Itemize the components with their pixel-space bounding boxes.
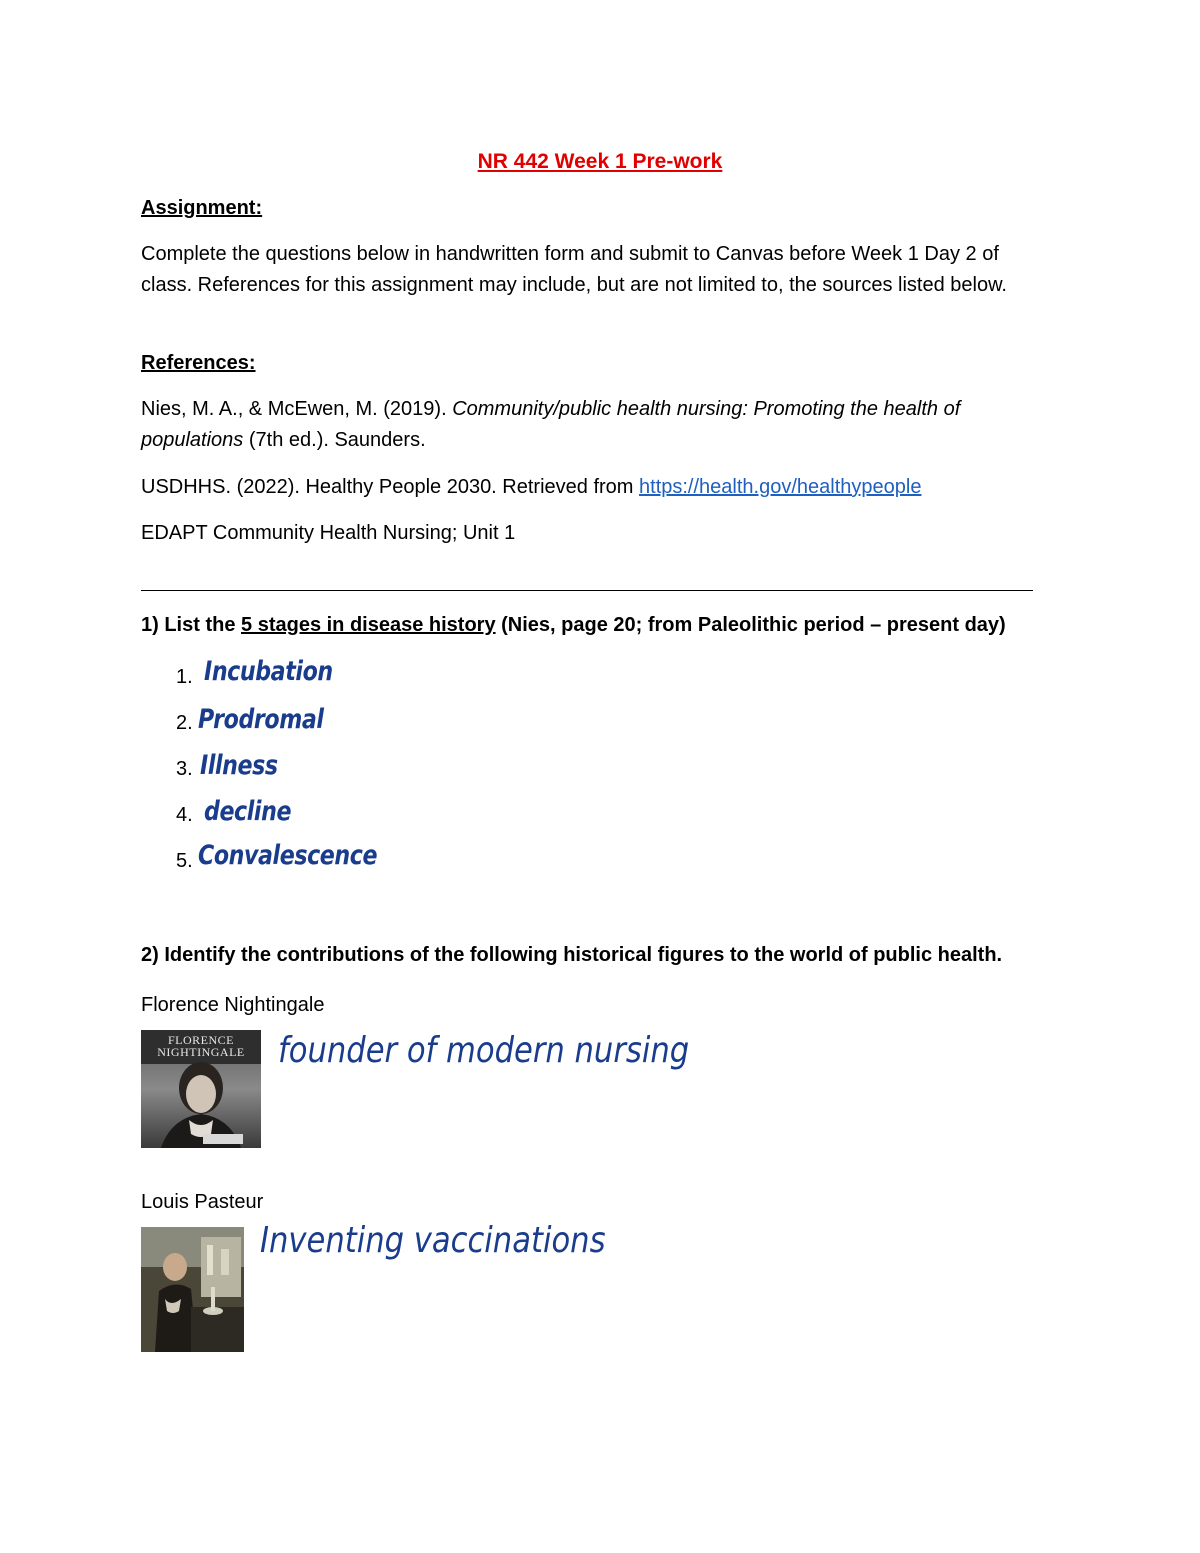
handwritten-answer-pasteur: Inventing vaccinations [260,1220,606,1261]
assignment-heading: Assignment: [141,197,263,219]
figure-name-nightingale: Florence Nightingale [141,994,325,1016]
reference-nies-title: Community/public health nursing: Promoting the health of populations [141,398,961,451]
list-number-2: 2. [176,712,193,734]
handwritten-answer-nightingale: founder of modern nursing [278,1030,690,1071]
healthy-people-link[interactable]: https://health.gov/healthypeople [639,476,922,498]
reference-usdhhs-text: USDHHS. (2022). Healthy People 2030. Retrieved from [141,476,640,498]
nightingale-portrait-image [141,1030,261,1148]
section-divider [141,590,1033,591]
pasteur-portrait-svg [141,1227,244,1352]
question-1-suffix: (Nies, page 20; from Paleolithic period – present day) [495,614,1006,636]
reference-nies-tail: (7th ed.). Saunders. [243,429,426,451]
assignment-body: Complete the questions below in handwritten form and submit to Canvas before Week 1 Day 2 of class. References for this assignment may include, but are not limited to, the sources listed below. [141,243,1007,296]
reference-edapt: EDAPT Community Health Nursing; Unit 1 [141,522,516,544]
reference-nies [141,394,1041,456]
page-title-text: NR 442 Week 1 Pre-work [477,150,723,173]
references-heading: References: [141,352,256,374]
reference-nies-authors: Nies, M. A., & McEwen, M. (2019). [141,398,453,420]
question-2: 2) Identify the contributions of the following historical figures to the world of public health. [141,944,1003,966]
question-1 [141,610,1006,641]
list-number-3: 3. [176,758,193,780]
list-number-4: 4. [176,804,193,826]
question-1-prefix: 1) List the [141,614,242,636]
nightingale-cover-title: FLORENCE NIGHTINGALE [157,1033,245,1059]
figure-name-pasteur: Louis Pasteur [141,1191,264,1213]
reference-usdhhs [141,472,921,503]
pasteur-portrait-image [141,1227,244,1352]
list-number-5: 5. [176,850,193,872]
question-1-underlined: 5 stages in disease history [241,614,496,636]
handwritten-answer-3: Illness [200,750,278,781]
handwritten-answer-5: Convalescence [198,840,378,871]
page-title [0,146,1200,177]
list-number-1: 1. [176,666,193,688]
handwritten-answer-4: decline [204,796,292,827]
handwritten-answer-1: Incubation [204,656,333,687]
handwritten-answer-2: Prodromal [198,704,324,735]
